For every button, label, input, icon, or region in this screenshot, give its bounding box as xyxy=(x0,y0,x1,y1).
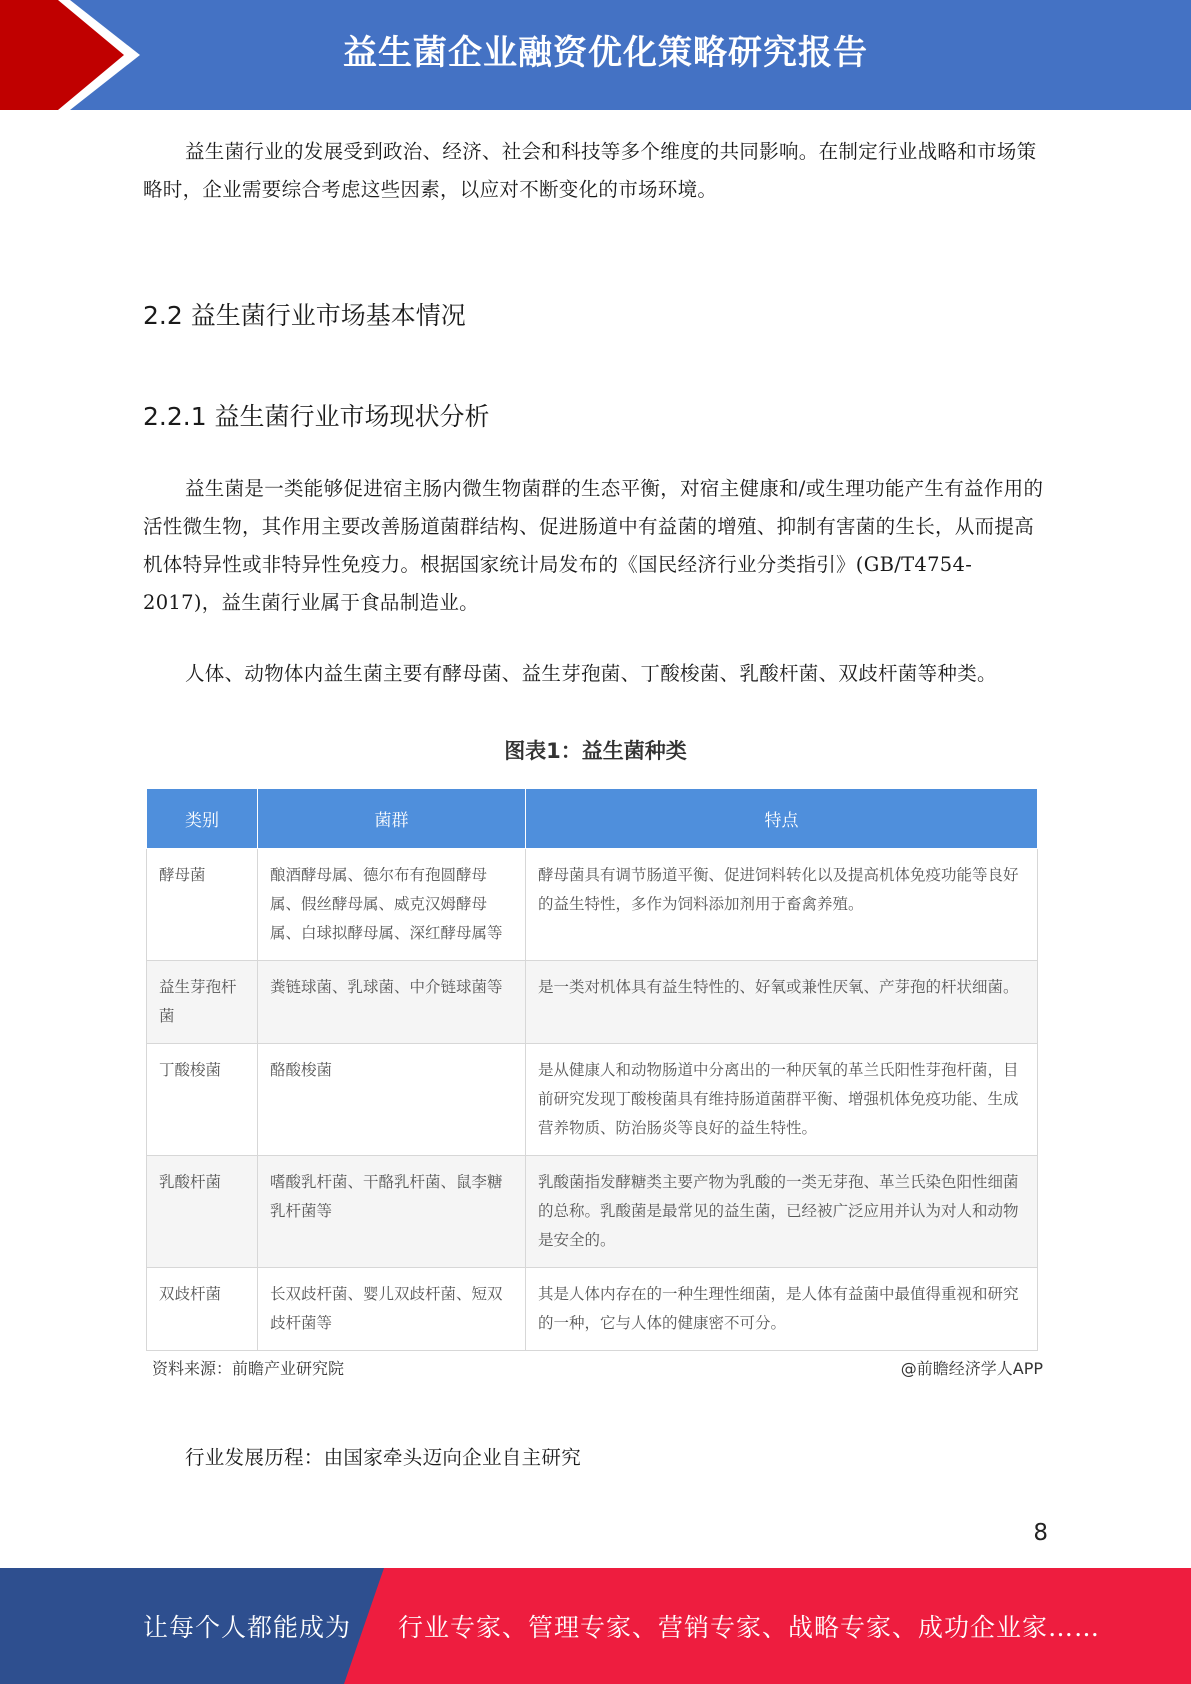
report-title: 益生菌企业融资优化策略研究报告 xyxy=(343,33,868,73)
cell-features: 乳酸菌指发酵糖类主要产物为乳酸的一类无芽孢、革兰氏染色阳性细菌的总称。乳酸菌是最常见的益生菌，已经被广泛应用并认为对人和动物是安全的。 xyxy=(526,1156,1038,1268)
section-heading: 2.2 益生菌行业市场基本情况 xyxy=(143,301,466,330)
cell-genus: 酪酸梭菌 xyxy=(258,1044,526,1156)
table-row xyxy=(147,1156,1038,1268)
column-header-features: 特点 xyxy=(526,789,1038,849)
cell-features: 是一类对机体具有益生特性的、好氧或兼性厌氧、产芽孢的杆状细菌。 xyxy=(526,961,1038,1044)
cell-genus: 长双歧杆菌、婴儿双歧杆菌、短双歧杆菌等 xyxy=(258,1268,526,1351)
table-row xyxy=(147,849,1038,961)
cell-features: 是从健康人和动物肠道中分离出的一种厌氧的革兰氏阳性芽孢杆菌，目前研究发现丁酸梭菌具有维持肠道菌群平衡、增强机体免疫功能、生成营养物质、防治肠炎等良好的益生特性。 xyxy=(526,1044,1038,1156)
footer-slogan-right: 行业专家、管理专家、营销专家、战略专家、成功企业家…… xyxy=(398,1613,1101,1642)
definition-paragraph: 益生菌是一类能够促进宿主肠内微生物菌群的生态平衡，对宿主健康和/或生理功能产生有益作用的活性微生物，其作用主要改善肠道菌群结构、促进肠道中有益菌的增殖、抑制有害菌的生长，从而提高机体特异性或非特异性免疫力。根据国家统计局发布的《国民经济行业分类指引》(GB/T4754-2017)，益生菌行业属于食品制造业。 xyxy=(143,477,1044,614)
table-header-row xyxy=(147,789,1038,849)
cell-features: 其是人体内存在的一种生理性细菌，是人体有益菌中最值得重视和研究的一种，它与人体的健康密不可分。 xyxy=(526,1268,1038,1351)
table-row xyxy=(147,1044,1038,1156)
cell-category: 丁酸梭菌 xyxy=(147,1044,258,1156)
table-row xyxy=(147,1268,1038,1351)
column-header-category: 类别 xyxy=(147,789,258,849)
page-header xyxy=(0,0,1191,110)
cell-genus: 嗜酸乳杆菌、干酪乳杆菌、鼠李糖乳杆菌等 xyxy=(258,1156,526,1268)
cell-features: 酵母菌具有调节肠道平衡、促进饲料转化以及提高机体免疫功能等良好的益生特性，多作为饲料添加剂用于畜禽养殖。 xyxy=(526,849,1038,961)
figure-title: 图表1：益生菌种类 xyxy=(504,739,687,763)
probiotic-types-table xyxy=(146,788,1038,1351)
figure-source: 资料来源：前瞻产业研究院 xyxy=(152,1359,345,1378)
cell-genus: 酿酒酵母属、德尔布有孢圆酵母属、假丝酵母属、威克汉姆酵母属、白球拟酵母属、深红酵母属等 xyxy=(258,849,526,961)
subsection-heading: 2.2.1 益生菌行业市场现状分析 xyxy=(143,402,490,431)
column-header-genus: 菌群 xyxy=(258,789,526,849)
intro-paragraph: 益生菌行业的发展受到政治、经济、社会和科技等多个维度的共同影响。在制定行业战略和市场策略时，企业需要综合考虑这些因素，以应对不断变化的市场环境。 xyxy=(143,140,1037,201)
footer-slogan-left: 让每个人都能成为 xyxy=(143,1613,352,1642)
page-footer xyxy=(0,1568,1191,1684)
cell-genus: 粪链球菌、乳球菌、中介链球菌等 xyxy=(258,961,526,1044)
cell-category: 酵母菌 xyxy=(147,849,258,961)
page-number: 8 xyxy=(1033,1520,1048,1546)
cell-category: 乳酸杆菌 xyxy=(147,1156,258,1268)
cell-category: 双歧杆菌 xyxy=(147,1268,258,1351)
figure-credit: @前瞻经济学人APP xyxy=(900,1359,1043,1378)
history-paragraph: 行业发展历程：由国家牵头迈向企业自主研究 xyxy=(185,1446,582,1469)
types-paragraph: 人体、动物体内益生菌主要有酵母菌、益生芽孢菌、丁酸梭菌、乳酸杆菌、双歧杆菌等种类。 xyxy=(185,662,997,685)
cell-category: 益生芽孢杆菌 xyxy=(147,961,258,1044)
table-row xyxy=(147,961,1038,1044)
